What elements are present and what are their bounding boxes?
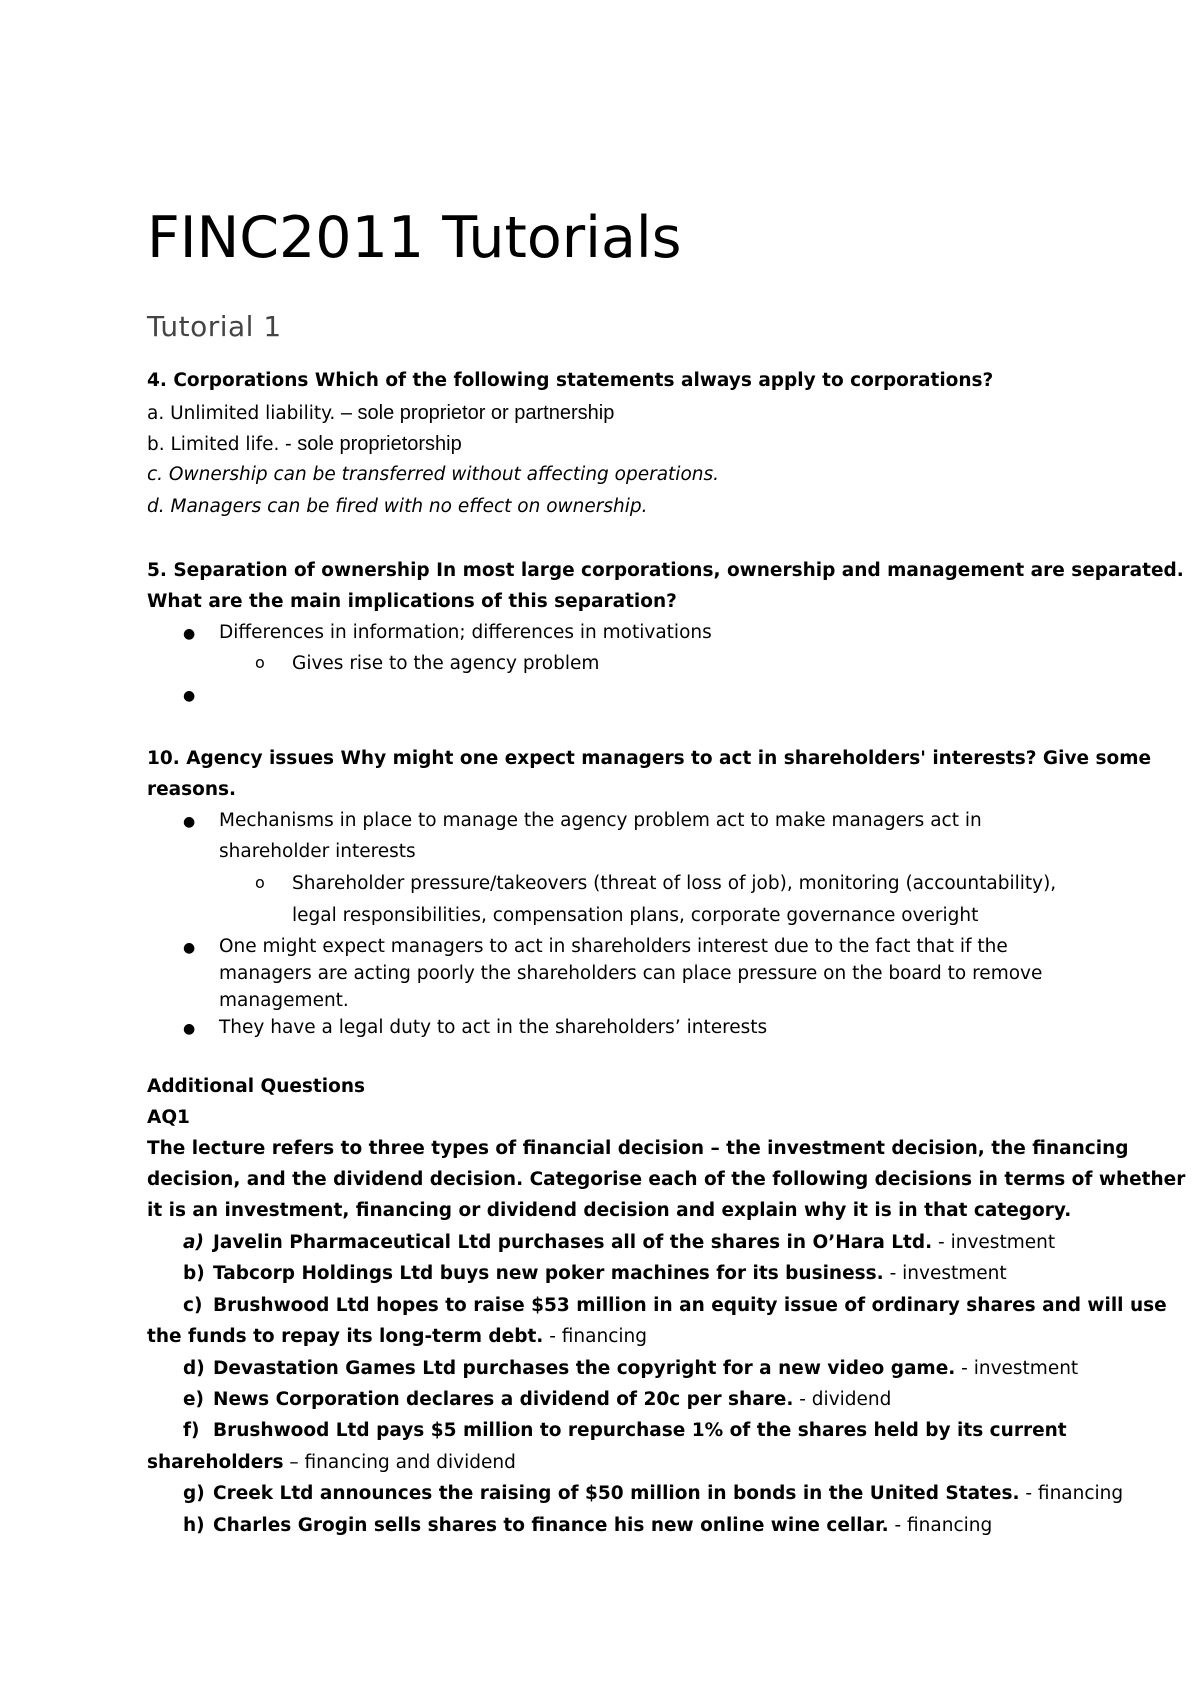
aq1-item-text: Charles Grogin sells shares to finance his new online wine cellar. (213, 1514, 889, 1536)
aq1-item-answer: - investment (932, 1232, 1056, 1253)
q10-bullet3: They have a legal duty to act in the shareholders’ interests (219, 1017, 768, 1038)
aq1-item-text: News Corporation declares a dividend of 20c per share. (213, 1389, 794, 1410)
aq1-item-continuation-text: the funds to repay its long-term debt. (147, 1326, 544, 1348)
bullet-icon: ● (183, 626, 196, 642)
q4-option-c: c. Ownership can be transferred without affecting operations. (147, 464, 720, 485)
q4-option-a-answer: – sole proprietor or partnership (335, 402, 615, 424)
aq1-item-text: Creek Ltd announces the raising of $50 million in bonds in the United States. (213, 1483, 1020, 1505)
q5-question-line1: 5. Separation of ownership In most large corporations, ownership and management are separated. (147, 560, 1184, 581)
sub-bullet-icon: o (255, 873, 265, 892)
aq1-item-letter: c) (183, 1294, 203, 1316)
aq1-item-letter: g) (183, 1483, 205, 1505)
aq1-intro-line3: it is an investment, financing or dividend decision and explain why it is in that category. (147, 1200, 1072, 1221)
bullet-icon: ● (183, 940, 196, 956)
q5-sub-bullet1: Gives rise to the agency problem (292, 653, 600, 674)
tutorial-heading: Tutorial 1 (147, 310, 282, 343)
aq1-item-answer: - investment (883, 1263, 1007, 1285)
q10-bullet2-line2: managers are acting poorly the shareholders can place pressure on the board to remove (219, 963, 1043, 984)
q5-question-line2: What are the main implications of this separation? (147, 591, 677, 612)
aq1-item-letter: b) (183, 1263, 205, 1285)
aq1-item-text: Brushwood Ltd hopes to raise $53 million in an equity issue of ordinary shares and will use (213, 1294, 1167, 1316)
aq1-item-continuation-text: shareholders (147, 1451, 284, 1473)
aq1-intro-line1: The lecture refers to three types of financial decision – the investment decision, the financing (147, 1138, 1129, 1159)
aq1-item-answer: - financing (1019, 1483, 1124, 1505)
aq1-item-continuation (147, 1328, 647, 1347)
aq1-item (183, 1391, 891, 1410)
aq1-item-answer: - financing (888, 1514, 993, 1536)
aq1-item (183, 1514, 993, 1536)
aq1-item-answer: – financing and dividend (283, 1451, 516, 1473)
aq1-item-text: Javelin Pharmaceutical Ltd purchases all of the shares in O’Hara Ltd. (213, 1232, 933, 1253)
q4-option-a (147, 403, 614, 424)
aq1-item-letter: h) (183, 1514, 205, 1536)
aq1-item (183, 1265, 1007, 1284)
aq1-item-text: Brushwood Ltd pays $5 million to repurchase 1% of the shares held by its current (213, 1420, 1067, 1442)
aq1-item (183, 1234, 1055, 1253)
aq1-item-text: Devastation Games Ltd purchases the copyright for a new video game. (213, 1357, 956, 1379)
q10-sub-bullet1-line1: Shareholder pressure/takeovers (threat of loss of job), monitoring (accountability), (292, 873, 1057, 894)
aq1-item (183, 1485, 1123, 1504)
aq1-item-letter: d) (183, 1357, 205, 1379)
q10-sub-bullet1-line2: legal responsibilities, compensation plans, corporate governance overight (292, 905, 979, 926)
aq1-item-answer: - investment (955, 1357, 1079, 1379)
q4-option-b-answer: - sole proprietorship (279, 433, 462, 455)
q4-option-b-text: b. Limited life. (147, 434, 280, 455)
q4-option-a-text: a. Unlimited liability. (147, 403, 336, 424)
aq1-item-letter: f) (183, 1420, 200, 1442)
q4-option-b (147, 434, 462, 455)
sub-bullet-icon: o (255, 653, 265, 672)
q10-question-line2: reasons. (147, 779, 237, 800)
aq1-intro-line2: decision, and the dividend decision. Categorise each of the following decisions in terms of whether (147, 1169, 1186, 1190)
aq1-label: AQ1 (147, 1107, 190, 1128)
bullet-icon: ● (183, 688, 196, 704)
q10-bullet1-line1: Mechanisms in place to manage the agency problem act to make managers act in (219, 810, 982, 831)
q5-bullet1: Differences in information; differences in motivations (219, 622, 712, 643)
q10-bullet2-line1: One might expect managers to act in shareholders interest due to the fact that if the (219, 936, 1008, 957)
aq1-item-answer: - dividend (793, 1389, 892, 1410)
aq1-item-continuation (147, 1451, 516, 1473)
aq1-item (183, 1357, 1079, 1379)
document-title: FINC2011 Tutorials (147, 205, 682, 271)
aq1-item-answer: - financing (543, 1326, 647, 1348)
aq1-item-letter: a) (183, 1232, 204, 1253)
bullet-icon: ● (183, 1021, 196, 1037)
aq1-item-text: Tabcorp Holdings Ltd buys new poker machines for its business. (213, 1263, 884, 1285)
aq1-item (183, 1294, 1167, 1316)
q10-bullet2-line3: management. (219, 990, 349, 1011)
q10-question-line1: 10. Agency issues Why might one expect managers to act in shareholders' interests? Give some (147, 748, 1152, 769)
aq1-item-letter: e) (183, 1389, 205, 1410)
additional-heading: Additional Questions (147, 1076, 366, 1097)
bullet-icon: ● (183, 814, 196, 830)
q4-option-d: d. Managers can be fired with no effect on ownership. (147, 496, 648, 517)
q4-question: 4. Corporations Which of the following statements always apply to corporations? (147, 370, 994, 391)
aq1-item (183, 1422, 1067, 1441)
q10-bullet1-line2: shareholder interests (219, 841, 416, 862)
